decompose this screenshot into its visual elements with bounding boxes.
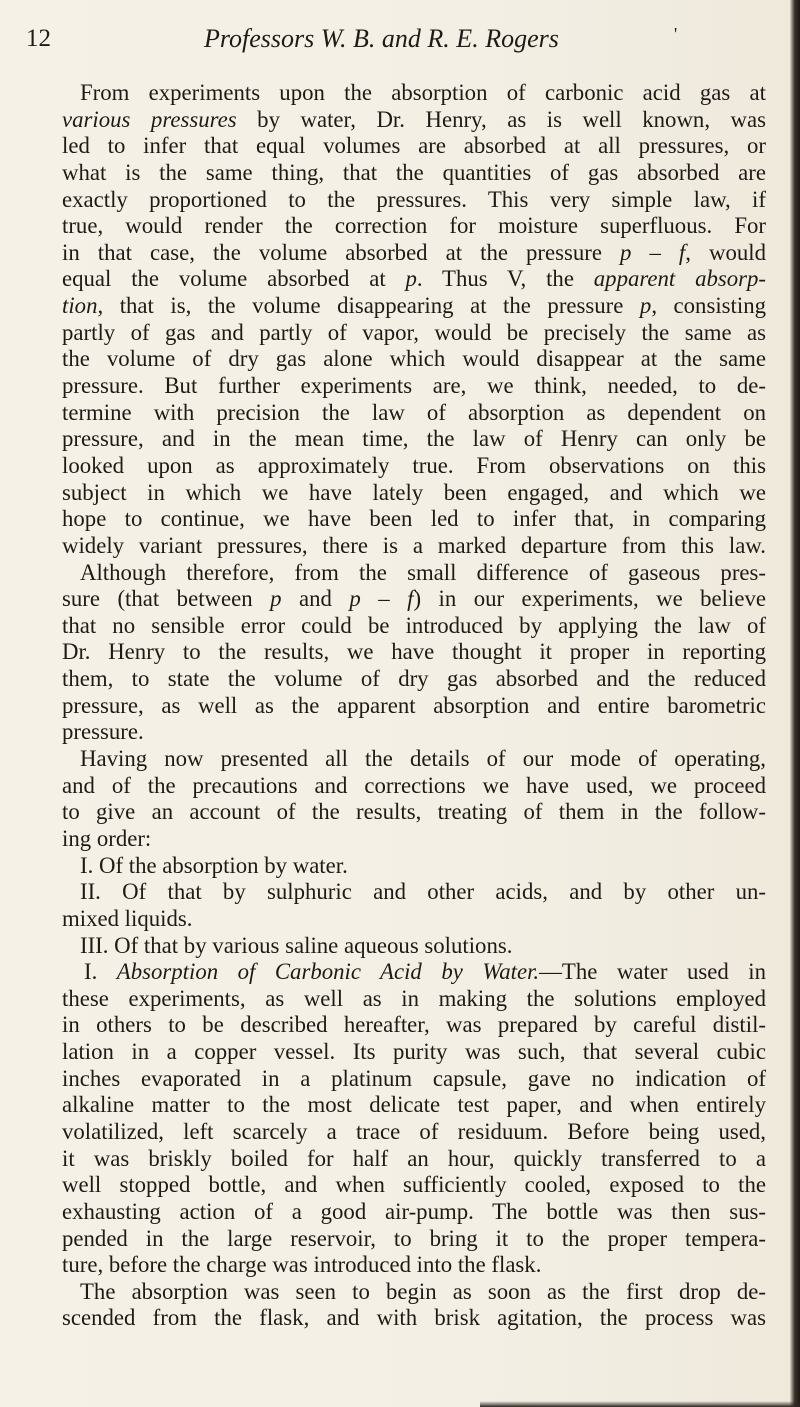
text-line: [62, 879, 766, 906]
text-line: [62, 933, 766, 960]
text-span: subject in which we have lately been engaged, and which we: [62, 479, 766, 505]
header-mark: ': [674, 24, 678, 44]
text-span: exhausting action of a good air-pump. The bottle was then sus-: [62, 1198, 766, 1224]
text-line: [62, 1092, 766, 1119]
book-spine-shadow: [790, 0, 800, 1407]
text-span: , that is, the volume disappearing at the pressure: [97, 293, 640, 319]
text-line: [62, 799, 766, 826]
text-line: [62, 160, 766, 187]
text-span: From experiments upon the absorption of carbonic acid gas at: [80, 80, 766, 105]
text-span: II. Of that by sulphuric and other acids, and by other un-: [80, 879, 766, 905]
text-span: well stopped bottle, and when sufficiently cooled, exposed to the: [62, 1172, 766, 1198]
text-span: inches evaporated in a platinum capsule, gave no indication of: [62, 1065, 766, 1091]
text-line: [62, 719, 766, 746]
text-span: and: [281, 586, 350, 612]
text-line: [62, 1226, 766, 1253]
text-span: Having now presented all the details of our mode of operating,: [80, 746, 766, 772]
text-span: ture, before the charge was introduced into the flask.: [62, 1252, 542, 1278]
text-span: looked upon as approximately true. From observations on this: [62, 452, 766, 478]
text-span: to give an account of the results, treating of them in the follow-: [62, 799, 766, 825]
text-line: [62, 826, 766, 853]
text-line: [62, 533, 766, 560]
text-span: them, to state the volume of dry gas absorbed and the reduced: [62, 666, 766, 692]
text-line: [62, 80, 766, 107]
text-line: [62, 373, 766, 400]
text-span: partly of gas and partly of vapor, would be precisely the same as: [62, 319, 766, 345]
text-span: led to infer that equal volumes are absorbed at all pressures, or: [62, 133, 766, 159]
italic-text-span: f: [678, 239, 686, 265]
text-line: [62, 320, 766, 347]
text-span: alkaline matter to the most delicate test paper, and when entirely: [62, 1092, 766, 1118]
text-span: widely variant pressures, there is a marked departure from this law.: [62, 532, 766, 558]
running-head: [26, 22, 766, 56]
text-span: sure (that between: [62, 586, 271, 612]
text-span: what is the same thing, that the quantities of gas absorbed are: [62, 159, 766, 185]
text-line: [62, 187, 766, 214]
text-span: –: [360, 586, 408, 612]
italic-text-span: p: [270, 586, 282, 612]
text-span: exactly proportioned to the pressures. This very simple law, if: [62, 186, 766, 212]
text-span: in that case, the volume absorbed at the pressure: [62, 239, 621, 265]
italic-text-span: p: [405, 266, 417, 292]
text-span: The absorption was seen to begin as soon as the first drop de-: [80, 1278, 766, 1304]
text-span: by water, Dr. Henry, as is well known, was: [236, 106, 767, 132]
text-span: hope to continue, we have been led to infer that, in comparing: [62, 506, 766, 532]
text-line: [62, 773, 766, 800]
text-line: [62, 560, 766, 587]
text-span: Dr. Henry to the results, we have thought it proper in reporting: [62, 639, 766, 665]
text-span: –: [631, 239, 679, 265]
page-bottom-shadow: [480, 1401, 800, 1407]
text-span: pressure.: [62, 719, 144, 745]
text-line: [62, 666, 766, 693]
text-line: [62, 480, 766, 507]
text-line: [62, 506, 766, 533]
text-line: [62, 1146, 766, 1173]
text-line: [62, 266, 766, 293]
page-number: 12: [26, 25, 51, 52]
text-line: [62, 426, 766, 453]
text-span: . Thus V, the: [416, 266, 594, 292]
text-span: volatilized, left scarcely a trace of residuum. Before being used,: [62, 1118, 766, 1144]
text-span: termine with precision the law of absorption as dependent on: [62, 399, 766, 425]
text-span: , would: [685, 239, 766, 265]
text-span: —The water used in: [539, 959, 766, 985]
text-line: [62, 1066, 766, 1093]
italic-text-span: apparent absorp-: [593, 266, 766, 292]
text-line: [62, 240, 766, 267]
text-line: [62, 293, 766, 320]
text-span: I. Of the absorption by water.: [80, 852, 348, 878]
text-span: equal the volume absorbed at: [62, 266, 406, 292]
text-span: in others to be described hereafter, was prepared by careful distil-: [62, 1012, 766, 1038]
text-line: [62, 1305, 766, 1332]
text-line: [62, 1119, 766, 1146]
italic-text-span: various pressures: [62, 106, 237, 132]
text-span: mixed liquids.: [62, 905, 193, 931]
text-span: I.: [84, 959, 117, 985]
text-line: [62, 906, 766, 933]
running-title: Professors W. B. and R. E. Rogers: [204, 24, 559, 53]
text-span: Although therefore, from the small difference of gaseous pres-: [80, 559, 766, 585]
text-line: [62, 107, 766, 134]
text-line: [62, 1199, 766, 1226]
text-span: pended in the large reservoir, to bring it to the proper tempera-: [62, 1225, 766, 1251]
italic-text-span: p: [349, 586, 361, 612]
text-line: [62, 586, 766, 613]
text-line: [62, 853, 766, 880]
text-line: [62, 400, 766, 427]
text-line: [62, 746, 766, 773]
text-line: [62, 959, 766, 986]
text-line: [62, 986, 766, 1013]
text-span: the volume of dry gas alone which would disappear at the same: [62, 346, 766, 372]
text-span: ing order:: [62, 825, 152, 851]
italic-text-span: tion: [62, 293, 98, 319]
italic-text-span: p: [620, 239, 632, 265]
body-text: [62, 80, 766, 1332]
text-line: [62, 613, 766, 640]
text-line: [62, 1039, 766, 1066]
text-span: lation in a copper vessel. Its purity was such, that several cubic: [62, 1039, 766, 1065]
text-line: [62, 1252, 766, 1279]
text-span: and of the precautions and corrections we have used, we proceed: [62, 772, 766, 798]
text-line: [62, 213, 766, 240]
text-span: pressure, as well as the apparent absorption and entire barometric: [62, 692, 766, 718]
text-line: [62, 453, 766, 480]
text-line: [62, 1012, 766, 1039]
text-line: [62, 693, 766, 720]
text-span: , consisting: [651, 293, 766, 319]
text-span: scended from the flask, and with brisk agitation, the process was: [62, 1305, 766, 1331]
text-line: [62, 133, 766, 160]
text-span: pressure. But further experiments are, we think, needed, to de-: [62, 373, 766, 399]
italic-text-span: Absorption of Carbonic Acid by Water.: [116, 959, 540, 985]
text-span: III. Of that by various saline aqueous solutions.: [80, 932, 513, 958]
text-span: it was briskly boiled for half an hour, quickly transferred to a: [62, 1145, 766, 1171]
text-span: true, would render the correction for moisture superfluous. For: [62, 213, 766, 239]
text-line: [62, 1279, 766, 1306]
text-line: [62, 639, 766, 666]
italic-text-span: f: [407, 586, 414, 612]
text-span: that no sensible error could be introduced by applying the law of: [62, 612, 766, 638]
text-span: ) in our experiments, we believe: [413, 586, 766, 612]
text-line: [62, 1172, 766, 1199]
text-span: pressure, and in the mean time, the law of Henry can only be: [62, 426, 766, 452]
italic-text-span: p: [639, 293, 652, 319]
text-line: [62, 346, 766, 373]
text-span: these experiments, as well as in making the solutions employed: [62, 985, 766, 1011]
